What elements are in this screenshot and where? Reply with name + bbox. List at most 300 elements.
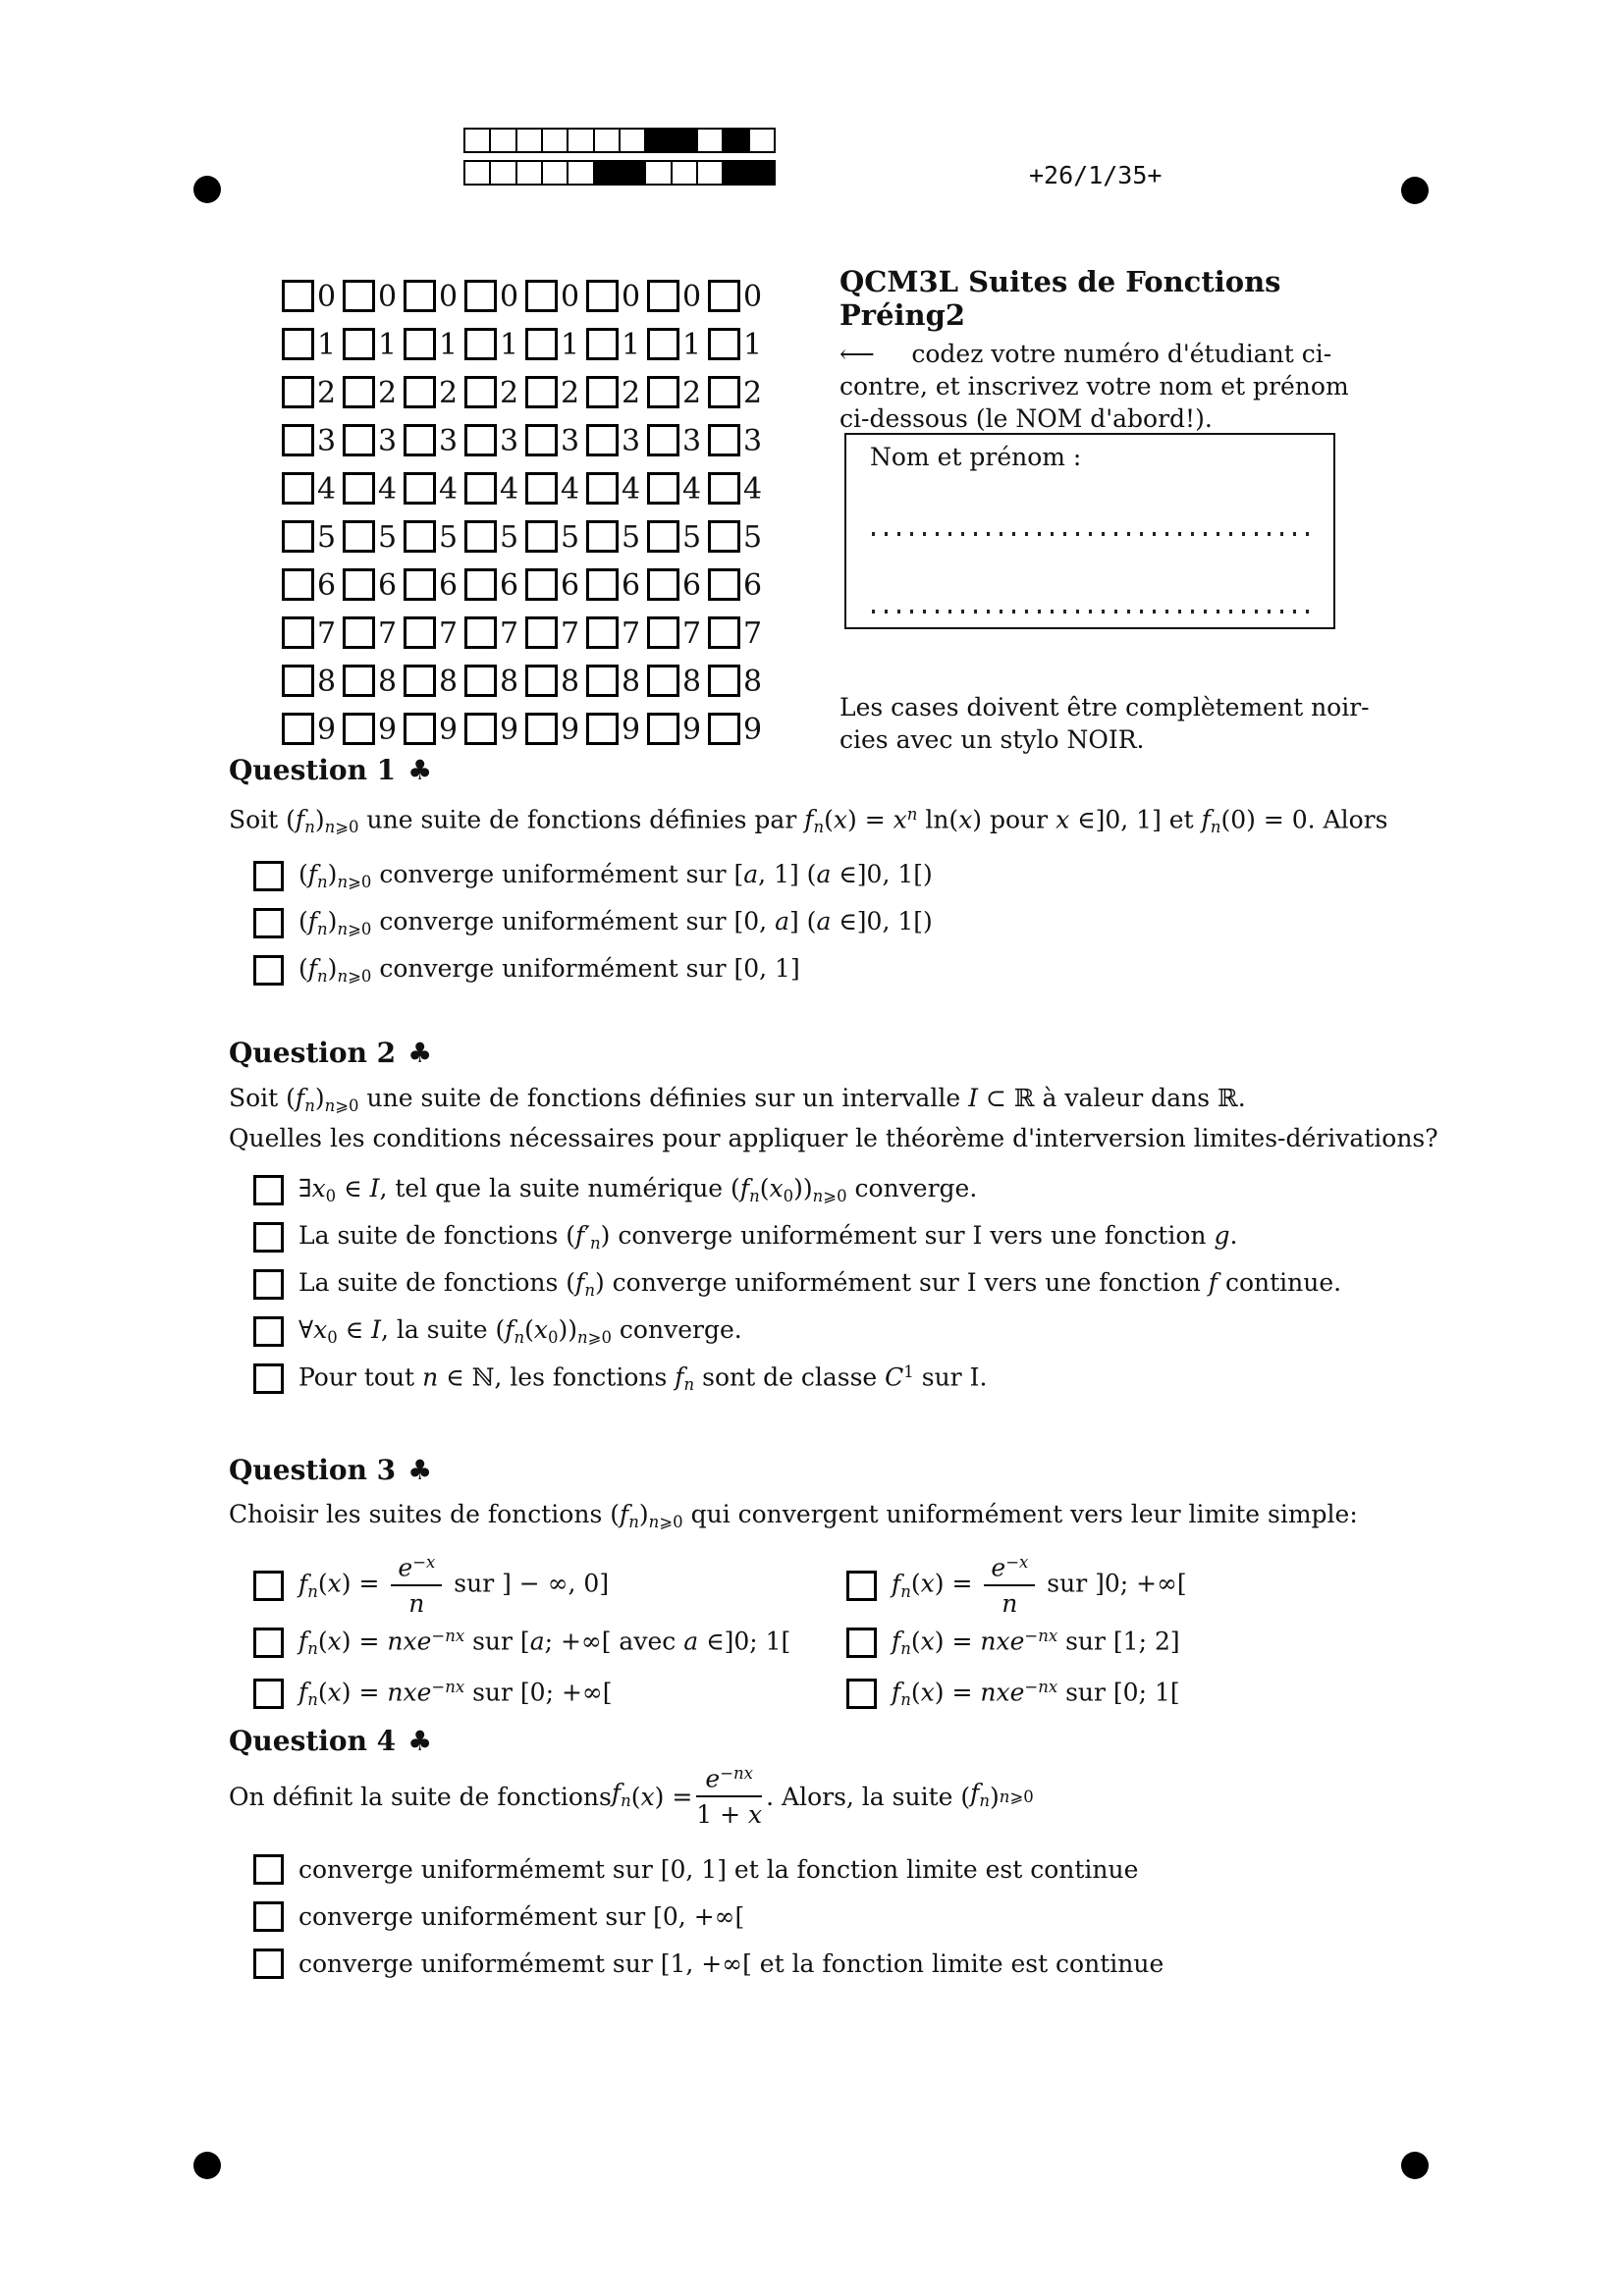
digit-label: 8 xyxy=(561,665,580,699)
barcode-cell-filled xyxy=(671,128,698,153)
digit-label: 9 xyxy=(439,713,459,747)
barcode-cell-empty xyxy=(541,160,568,186)
digit-checkbox[interactable] xyxy=(647,713,679,745)
blackening-note: Les cases doivent être complètement noir- cies avec un stylo NOIR. xyxy=(839,693,1370,754)
barcode-cell-empty xyxy=(696,128,724,153)
page-title: QCM3L Suites de Fonctions Préing2 xyxy=(839,265,1281,332)
digit-cell xyxy=(464,424,519,458)
digit-label: 5 xyxy=(743,520,763,555)
digit-label: 2 xyxy=(439,376,459,410)
digit-checkbox[interactable] xyxy=(343,280,375,312)
digit-cell xyxy=(404,520,459,555)
answer-label: $f_n(x) = nxe^{-nx}$ sur [0; +∞[ xyxy=(298,1677,613,1710)
barcode-cell-empty xyxy=(567,128,594,153)
digit-checkbox[interactable] xyxy=(647,665,679,697)
digit-label: 7 xyxy=(743,616,763,651)
answer-option xyxy=(253,1268,1341,1300)
digit-label: 3 xyxy=(378,424,398,458)
digit-cell xyxy=(647,616,702,651)
digit-checkbox[interactable] xyxy=(343,520,375,553)
digit-cell xyxy=(404,424,459,458)
digit-label: 9 xyxy=(317,713,337,747)
answer-checkbox[interactable] xyxy=(253,1949,284,1979)
digit-checkbox[interactable] xyxy=(404,616,436,649)
digit-cell xyxy=(343,280,398,314)
digit-label: 4 xyxy=(317,472,337,507)
digit-checkbox[interactable] xyxy=(525,568,558,601)
digit-cell xyxy=(525,328,580,362)
digit-cell xyxy=(282,376,337,410)
digit-checkbox[interactable] xyxy=(464,280,497,312)
digit-cell xyxy=(586,376,641,410)
digit-checkbox[interactable] xyxy=(647,376,679,408)
answer-label: La suite de fonctions $(f_n)$ converge uniformément sur I vers une fonction f continue. xyxy=(298,1268,1342,1300)
answer-option xyxy=(253,1554,609,1617)
name-box-label: Nom et prénom : xyxy=(870,443,1082,471)
digit-checkbox[interactable] xyxy=(343,713,375,745)
club-suit-icon: ♣ xyxy=(407,1037,433,1069)
digit-cell xyxy=(343,713,398,747)
digit-cell xyxy=(464,520,519,555)
digit-checkbox[interactable] xyxy=(586,568,619,601)
barcode-cell-filled xyxy=(593,160,621,186)
digit-checkbox[interactable] xyxy=(586,520,619,553)
barcode-cell-empty xyxy=(696,160,724,186)
digit-cell xyxy=(282,280,337,314)
answer-checkbox[interactable] xyxy=(846,1571,877,1601)
digit-label: 9 xyxy=(500,713,519,747)
digit-checkbox[interactable] xyxy=(464,665,497,697)
answer-checkbox[interactable] xyxy=(253,1269,284,1300)
answer-checkbox[interactable] xyxy=(253,861,284,891)
answer-checkbox[interactable] xyxy=(253,1363,284,1394)
digit-checkbox[interactable] xyxy=(525,520,558,553)
digit-label: 8 xyxy=(743,665,763,699)
digit-cell xyxy=(647,520,702,555)
digit-checkbox[interactable] xyxy=(525,424,558,456)
digit-cell xyxy=(404,328,459,362)
digit-label: 0 xyxy=(500,280,519,314)
digit-checkbox[interactable] xyxy=(404,376,436,408)
digit-cell xyxy=(404,616,459,651)
digit-label: 2 xyxy=(743,376,763,410)
digit-cell xyxy=(708,520,763,555)
digit-label: 7 xyxy=(561,616,580,651)
digit-label: 2 xyxy=(682,376,702,410)
digit-cell xyxy=(525,472,580,507)
alignment-barcode xyxy=(463,128,776,192)
digit-cell xyxy=(282,616,337,651)
digit-label: 1 xyxy=(500,328,519,362)
answer-checkbox[interactable] xyxy=(253,908,284,938)
answer-option xyxy=(253,1174,977,1205)
digit-checkbox[interactable] xyxy=(525,713,558,745)
barcode-row xyxy=(463,128,776,153)
answer-label: converge uniformémemt sur [1, +∞[ et la fonction limite est continue xyxy=(298,1949,1164,1978)
digit-checkbox[interactable] xyxy=(282,280,314,312)
digit-checkbox[interactable] xyxy=(282,520,314,553)
question-1-intro: Soit $(f_n)_{n⩾0}$ une suite de fonctions définies par $f_n(x) = x^n$ ln(x) pour x ∈]0, 1] et $f_n(0) = 0$. Alors xyxy=(229,805,1388,837)
answer-checkbox[interactable] xyxy=(253,955,284,986)
question-label: Question 1 xyxy=(229,754,397,786)
digit-cell xyxy=(586,665,641,699)
barcode-row xyxy=(463,160,776,186)
digit-cell xyxy=(586,424,641,458)
digit-checkbox[interactable] xyxy=(282,616,314,649)
digit-checkbox[interactable] xyxy=(708,376,740,408)
digit-cell xyxy=(708,280,763,314)
digit-label: 1 xyxy=(317,328,337,362)
digit-checkbox[interactable] xyxy=(282,472,314,505)
digit-label: 5 xyxy=(439,520,459,555)
digit-cell xyxy=(708,665,763,699)
digit-label: 0 xyxy=(622,280,641,314)
digit-label: 6 xyxy=(743,568,763,603)
digit-checkbox[interactable] xyxy=(586,424,619,456)
digit-cell xyxy=(343,328,398,362)
answer-label: La suite de fonctions $(f'_n)$ converge uniformément sur I vers une fonction g. xyxy=(298,1221,1238,1253)
digit-label: 5 xyxy=(622,520,641,555)
answer-label: converge uniformément sur [0, +∞[ xyxy=(298,1901,745,1931)
barcode-cell-empty xyxy=(619,128,646,153)
digit-label: 0 xyxy=(439,280,459,314)
digit-checkbox[interactable] xyxy=(404,328,436,360)
digit-cell xyxy=(525,713,580,747)
answer-checkbox[interactable] xyxy=(253,1175,284,1205)
digit-cell xyxy=(343,424,398,458)
digit-label: 2 xyxy=(500,376,519,410)
digit-checkbox[interactable] xyxy=(404,665,436,697)
digit-label: 9 xyxy=(378,713,398,747)
digit-cell xyxy=(282,520,337,555)
digit-cell xyxy=(647,665,702,699)
digit-checkbox[interactable] xyxy=(343,568,375,601)
digit-cell xyxy=(404,472,459,507)
digit-label: 5 xyxy=(500,520,519,555)
digit-cell xyxy=(343,616,398,651)
digit-checkbox[interactable] xyxy=(586,376,619,408)
answer-option xyxy=(253,954,800,986)
digit-checkbox[interactable] xyxy=(708,616,740,649)
digit-cell xyxy=(525,616,580,651)
digit-label: 1 xyxy=(743,328,763,362)
answer-label: $(f_n)_{n⩾0}$ converge uniformément sur [a, 1] (a ∈]0, 1[) xyxy=(298,860,933,891)
digit-cell xyxy=(647,568,702,603)
answer-option xyxy=(846,1554,1187,1617)
digit-cell xyxy=(647,424,702,458)
answer-checkbox[interactable] xyxy=(846,1679,877,1709)
digit-checkbox[interactable] xyxy=(586,472,619,505)
digit-label: 2 xyxy=(317,376,337,410)
digit-checkbox[interactable] xyxy=(343,616,375,649)
digit-cell xyxy=(586,280,641,314)
digit-checkbox[interactable] xyxy=(525,472,558,505)
digit-checkbox[interactable] xyxy=(647,568,679,601)
digit-label: 8 xyxy=(317,665,337,699)
digit-checkbox[interactable] xyxy=(586,328,619,360)
digit-cell xyxy=(586,472,641,507)
digit-cell xyxy=(464,472,519,507)
digit-checkbox[interactable] xyxy=(404,424,436,456)
answer-checkbox[interactable] xyxy=(253,1679,284,1709)
digit-label: 2 xyxy=(378,376,398,410)
digit-checkbox[interactable] xyxy=(464,568,497,601)
digit-label: 4 xyxy=(439,472,459,507)
answer-checkbox[interactable] xyxy=(253,1316,284,1347)
digit-cell xyxy=(343,568,398,603)
digit-checkbox[interactable] xyxy=(464,713,497,745)
barcode-cell-empty xyxy=(489,160,516,186)
digit-checkbox[interactable] xyxy=(343,328,375,360)
answer-checkbox[interactable] xyxy=(253,1222,284,1253)
question-2-intro: Soit $(f_n)_{n⩾0}$ une suite de fonctions définies sur un intervalle I ⊂ ℝ à valeur dans ℝ. Quelles les conditions nécessaires pour appliquer le théorème d'interversion limites-dérivations? xyxy=(229,1084,1438,1152)
digit-checkbox[interactable] xyxy=(708,472,740,505)
digit-label: 0 xyxy=(378,280,398,314)
answer-checkbox[interactable] xyxy=(253,1571,284,1601)
barcode-cell-filled xyxy=(748,160,776,186)
digit-checkbox[interactable] xyxy=(647,424,679,456)
digit-label: 6 xyxy=(317,568,337,603)
digit-checkbox[interactable] xyxy=(647,328,679,360)
digit-label: 8 xyxy=(500,665,519,699)
digit-checkbox[interactable] xyxy=(343,424,375,456)
digit-checkbox[interactable] xyxy=(404,568,436,601)
barcode-cell-empty xyxy=(515,128,543,153)
digit-label: 5 xyxy=(317,520,337,555)
digit-checkbox[interactable] xyxy=(464,520,497,553)
digit-label: 9 xyxy=(622,713,641,747)
digit-label: 2 xyxy=(561,376,580,410)
digit-label: 3 xyxy=(500,424,519,458)
barcode-cell-empty xyxy=(748,128,776,153)
digit-label: 1 xyxy=(622,328,641,362)
digit-cell xyxy=(525,568,580,603)
digit-checkbox[interactable] xyxy=(282,568,314,601)
digit-label: 6 xyxy=(561,568,580,603)
answer-checkbox[interactable] xyxy=(253,1854,284,1885)
question-3-heading xyxy=(229,1454,432,1486)
question-4-heading xyxy=(229,1725,432,1757)
digit-cell xyxy=(586,328,641,362)
answer-label: $(f_n)_{n⩾0}$ converge uniformément sur [0, 1] xyxy=(298,954,800,986)
barcode-cell-filled xyxy=(644,128,672,153)
answer-option xyxy=(253,1315,742,1347)
digit-label: 1 xyxy=(561,328,580,362)
digit-label: 6 xyxy=(439,568,459,603)
digit-checkbox[interactable] xyxy=(343,376,375,408)
digit-checkbox[interactable] xyxy=(404,280,436,312)
digit-cell xyxy=(708,472,763,507)
club-suit-icon: ♣ xyxy=(407,1725,433,1757)
digit-checkbox[interactable] xyxy=(586,616,619,649)
digit-cell xyxy=(647,376,702,410)
digit-checkbox[interactable] xyxy=(282,665,314,697)
barcode-cell-filled xyxy=(619,160,646,186)
digit-label: 3 xyxy=(743,424,763,458)
digit-label: 3 xyxy=(317,424,337,458)
barcode-cell-empty xyxy=(671,160,698,186)
digit-label: 3 xyxy=(439,424,459,458)
digit-label: 6 xyxy=(500,568,519,603)
digit-label: 7 xyxy=(378,616,398,651)
digit-label: 7 xyxy=(682,616,702,651)
digit-checkbox[interactable] xyxy=(586,713,619,745)
barcode-cell-empty xyxy=(644,160,672,186)
digit-checkbox[interactable] xyxy=(525,665,558,697)
digit-label: 1 xyxy=(378,328,398,362)
question-label: Question 4 xyxy=(229,1725,397,1757)
digit-label: 8 xyxy=(439,665,459,699)
digit-label: 4 xyxy=(622,472,641,507)
digit-cell xyxy=(343,520,398,555)
digit-label: 3 xyxy=(561,424,580,458)
answer-option xyxy=(253,1678,613,1709)
digit-cell xyxy=(464,376,519,410)
digit-cell xyxy=(647,713,702,747)
digit-cell xyxy=(647,280,702,314)
answer-option xyxy=(253,1627,790,1658)
answer-label: $\exists x_0$ ∈ I, tel que la suite numérique $(f_n(x_0))_{n⩾0}$ converge. xyxy=(298,1174,978,1205)
digit-checkbox[interactable] xyxy=(464,376,497,408)
digit-checkbox[interactable] xyxy=(525,328,558,360)
digit-label: 7 xyxy=(500,616,519,651)
digit-checkbox[interactable] xyxy=(525,376,558,408)
digit-cell xyxy=(404,376,459,410)
answer-label: $f_n(x) = nxe^{-nx}$ sur [1; 2] xyxy=(892,1626,1180,1659)
answer-option xyxy=(846,1678,1180,1709)
digit-label: 9 xyxy=(682,713,702,747)
answer-checkbox[interactable] xyxy=(846,1628,877,1658)
name-input-line[interactable] xyxy=(872,610,1311,614)
answer-checkbox[interactable] xyxy=(253,1628,284,1658)
name-input-line[interactable] xyxy=(872,532,1311,536)
digit-checkbox[interactable] xyxy=(464,616,497,649)
digit-checkbox[interactable] xyxy=(282,328,314,360)
digit-checkbox[interactable] xyxy=(525,280,558,312)
digit-checkbox[interactable] xyxy=(464,424,497,456)
digit-label: 8 xyxy=(378,665,398,699)
digit-label: 8 xyxy=(682,665,702,699)
digit-label: 3 xyxy=(622,424,641,458)
digit-checkbox[interactable] xyxy=(708,520,740,553)
digit-cell xyxy=(282,424,337,458)
digit-checkbox[interactable] xyxy=(647,616,679,649)
answer-option xyxy=(253,1948,1164,1979)
digit-label: 6 xyxy=(622,568,641,603)
digit-cell xyxy=(586,713,641,747)
student-number-grid xyxy=(282,280,763,747)
answer-label: $f_n(x) = nxe^{-nx}$ sur [0; 1[ xyxy=(892,1677,1180,1710)
question-label: Question 2 xyxy=(229,1037,397,1069)
digit-checkbox[interactable] xyxy=(464,328,497,360)
coding-instructions: ⟵ codez votre numéro d'étudiant ci- contre, et inscrivez votre nom et prénom ci-dessous (le NOM d'abord!). xyxy=(839,340,1349,433)
digit-label: 7 xyxy=(622,616,641,651)
barcode-cell-filled xyxy=(722,160,749,186)
answer-checkbox[interactable] xyxy=(253,1901,284,1932)
digit-checkbox[interactable] xyxy=(282,376,314,408)
digit-checkbox[interactable] xyxy=(708,665,740,697)
digit-cell xyxy=(708,328,763,362)
digit-label: 0 xyxy=(682,280,702,314)
digit-cell xyxy=(586,520,641,555)
digit-checkbox[interactable] xyxy=(404,713,436,745)
corner-marker-bottom-left xyxy=(193,2152,221,2179)
digit-label: 0 xyxy=(743,280,763,314)
digit-checkbox[interactable] xyxy=(343,665,375,697)
digit-checkbox[interactable] xyxy=(464,472,497,505)
digit-cell xyxy=(647,328,702,362)
digit-checkbox[interactable] xyxy=(708,424,740,456)
name-box xyxy=(844,433,1335,629)
answer-label: $(f_n)_{n⩾0}$ converge uniformément sur [0, a] (a ∈]0, 1[) xyxy=(298,907,933,938)
digit-checkbox[interactable] xyxy=(708,328,740,360)
digit-checkbox[interactable] xyxy=(586,665,619,697)
digit-label: 4 xyxy=(500,472,519,507)
digit-label: 6 xyxy=(378,568,398,603)
digit-cell xyxy=(464,568,519,603)
barcode-cell-empty xyxy=(515,160,543,186)
digit-checkbox[interactable] xyxy=(282,713,314,745)
digit-cell xyxy=(282,472,337,507)
digit-cell xyxy=(343,665,398,699)
digit-cell xyxy=(586,568,641,603)
digit-label: 6 xyxy=(682,568,702,603)
digit-label: 0 xyxy=(317,280,337,314)
digit-label: 2 xyxy=(622,376,641,410)
digit-cell xyxy=(525,280,580,314)
digit-checkbox[interactable] xyxy=(708,568,740,601)
answer-label: converge uniformémemt sur [0, 1] et la fonction limite est continue xyxy=(298,1854,1139,1884)
digit-cell xyxy=(464,713,519,747)
digit-label: 5 xyxy=(682,520,702,555)
answer-label: Pour tout n ∈ ℕ, les fonctions $f_n$ sont de classe $C^1$ sur I. xyxy=(298,1362,988,1395)
digit-cell xyxy=(404,665,459,699)
digit-label: 7 xyxy=(317,616,337,651)
digit-checkbox[interactable] xyxy=(708,280,740,312)
answer-option xyxy=(846,1627,1180,1658)
digit-label: 7 xyxy=(439,616,459,651)
digit-checkbox[interactable] xyxy=(647,520,679,553)
digit-label: 1 xyxy=(439,328,459,362)
digit-checkbox[interactable] xyxy=(404,520,436,553)
digit-cell xyxy=(647,472,702,507)
corner-marker-top-left xyxy=(193,176,221,203)
digit-checkbox[interactable] xyxy=(343,472,375,505)
digit-label: 9 xyxy=(561,713,580,747)
answer-option xyxy=(253,1900,744,1932)
question-label: Question 3 xyxy=(229,1454,397,1486)
digit-cell xyxy=(525,424,580,458)
barcode-cell-filled xyxy=(722,128,749,153)
digit-label: 4 xyxy=(378,472,398,507)
question-2-heading xyxy=(229,1037,432,1069)
digit-checkbox[interactable] xyxy=(647,472,679,505)
digit-checkbox[interactable] xyxy=(647,280,679,312)
digit-cell xyxy=(464,328,519,362)
digit-cell xyxy=(282,328,337,362)
digit-checkbox[interactable] xyxy=(282,424,314,456)
digit-checkbox[interactable] xyxy=(525,616,558,649)
barcode-cell-empty xyxy=(593,128,621,153)
digit-checkbox[interactable] xyxy=(586,280,619,312)
digit-cell xyxy=(404,713,459,747)
digit-checkbox[interactable] xyxy=(708,713,740,745)
digit-checkbox[interactable] xyxy=(404,472,436,505)
answer-option xyxy=(253,1221,1237,1253)
club-suit-icon: ♣ xyxy=(407,1454,433,1486)
digit-label: 8 xyxy=(622,665,641,699)
club-suit-icon: ♣ xyxy=(407,754,433,786)
